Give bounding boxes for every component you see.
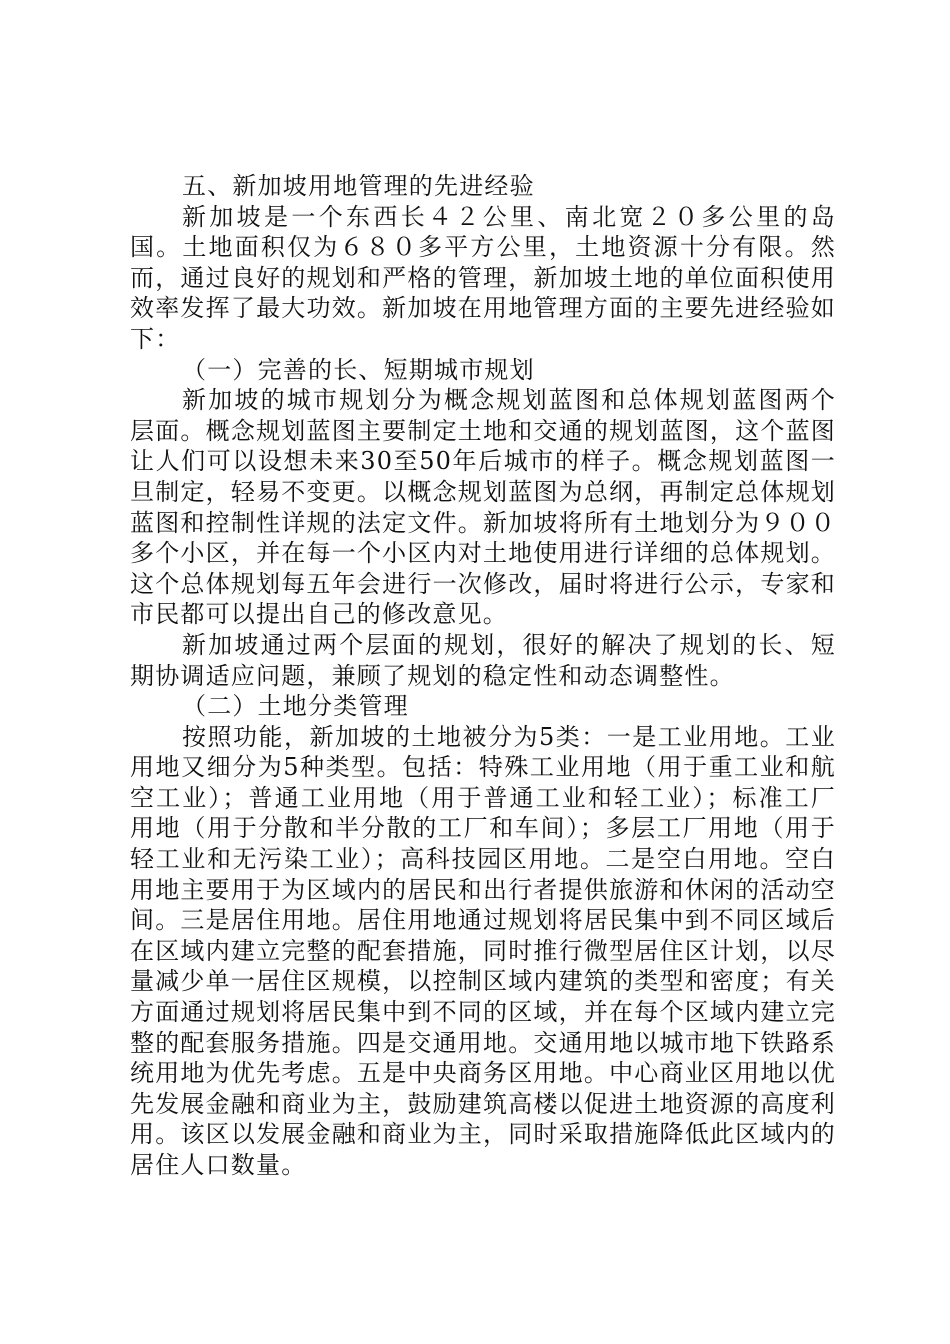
section-title: 五、新加坡用地管理的先进经验 [182, 172, 535, 200]
subsection-1-paragraph-2: 新加坡通过两个层面的规划，很好的解决了规划的长、短期协调适应问题，兼顾了规划的稳定性和动态调整性。 [130, 630, 836, 690]
document-body [130, 171, 836, 1181]
subsection-1-paragraph-1: 新加坡的城市规划分为概念规划蓝图和总体规划蓝图两个层面。概念规划蓝图主要制定土地和交通的规划蓝图，这个蓝图让人们可以设想未来30至50年后城市的样子。概念规划蓝图一旦制定，轻易不变更。以概念规划蓝图为总纲，再制定总体规划蓝图和控制性详规的法定文件。新加坡将所有土地划分为９００多个小区，并在每一个小区内对土地使用进行详细的总体规划。这个总体规划每五年会进行一次修改，届时将进行公示，专家和市民都可以提出自己的修改意见。 [130, 386, 836, 629]
subsection-2-title: （二）土地分类管理 [182, 692, 409, 721]
subsection-2-paragraph-1: 按照功能，新加坡的土地被分为5类：一是工业用地。工业用地又细分为5种类型。包括：特殊工业用地（用于重工业和航空工业）；普通工业用地（用于普通工业和轻工业）；标准工厂用地（用于分散和半分散的工厂和车间）；多层工厂用地（用于轻工业和无污染工业）；高科技园区用地。二是空白用地。空白用地主要用于为区域内的居民和出行者提供旅游和休闲的活动空间。三是居住用地。居住用地通过规划将居民集中到不同区域后在区域内建立完整的配套措施，同时推行微型居住区计划，以尽量减少单一居住区规模，以控制区域内建筑的类型和密度；有关方面通过规划将居民集中到不同的区域，并在每个区域内建立完整的配套服务措施。四是交通用地。交通用地以城市地下铁路系统用地为优先考虑。五是中央商务区用地。中心商业区用地以优先发展金融和商业为主，鼓励建筑高楼以促进土地资源的高度利用。该区以发展金融和商业为主，同时采取措施降低此区域内的居住人口数量。 [130, 722, 836, 1179]
subsection-1-title: （一）完善的长、短期城市规划 [182, 355, 535, 384]
intro-paragraph: 新加坡是一个东西长４２公里、南北宽２０多公里的岛国。土地面积仅为６８０多平方公里，土地资源十分有限。然而，通过良好的规划和严格的管理，新加坡土地的单位面积使用效率发挥了最大功效。新加坡在用地管理方面的主要先进经验如下： [130, 202, 836, 353]
